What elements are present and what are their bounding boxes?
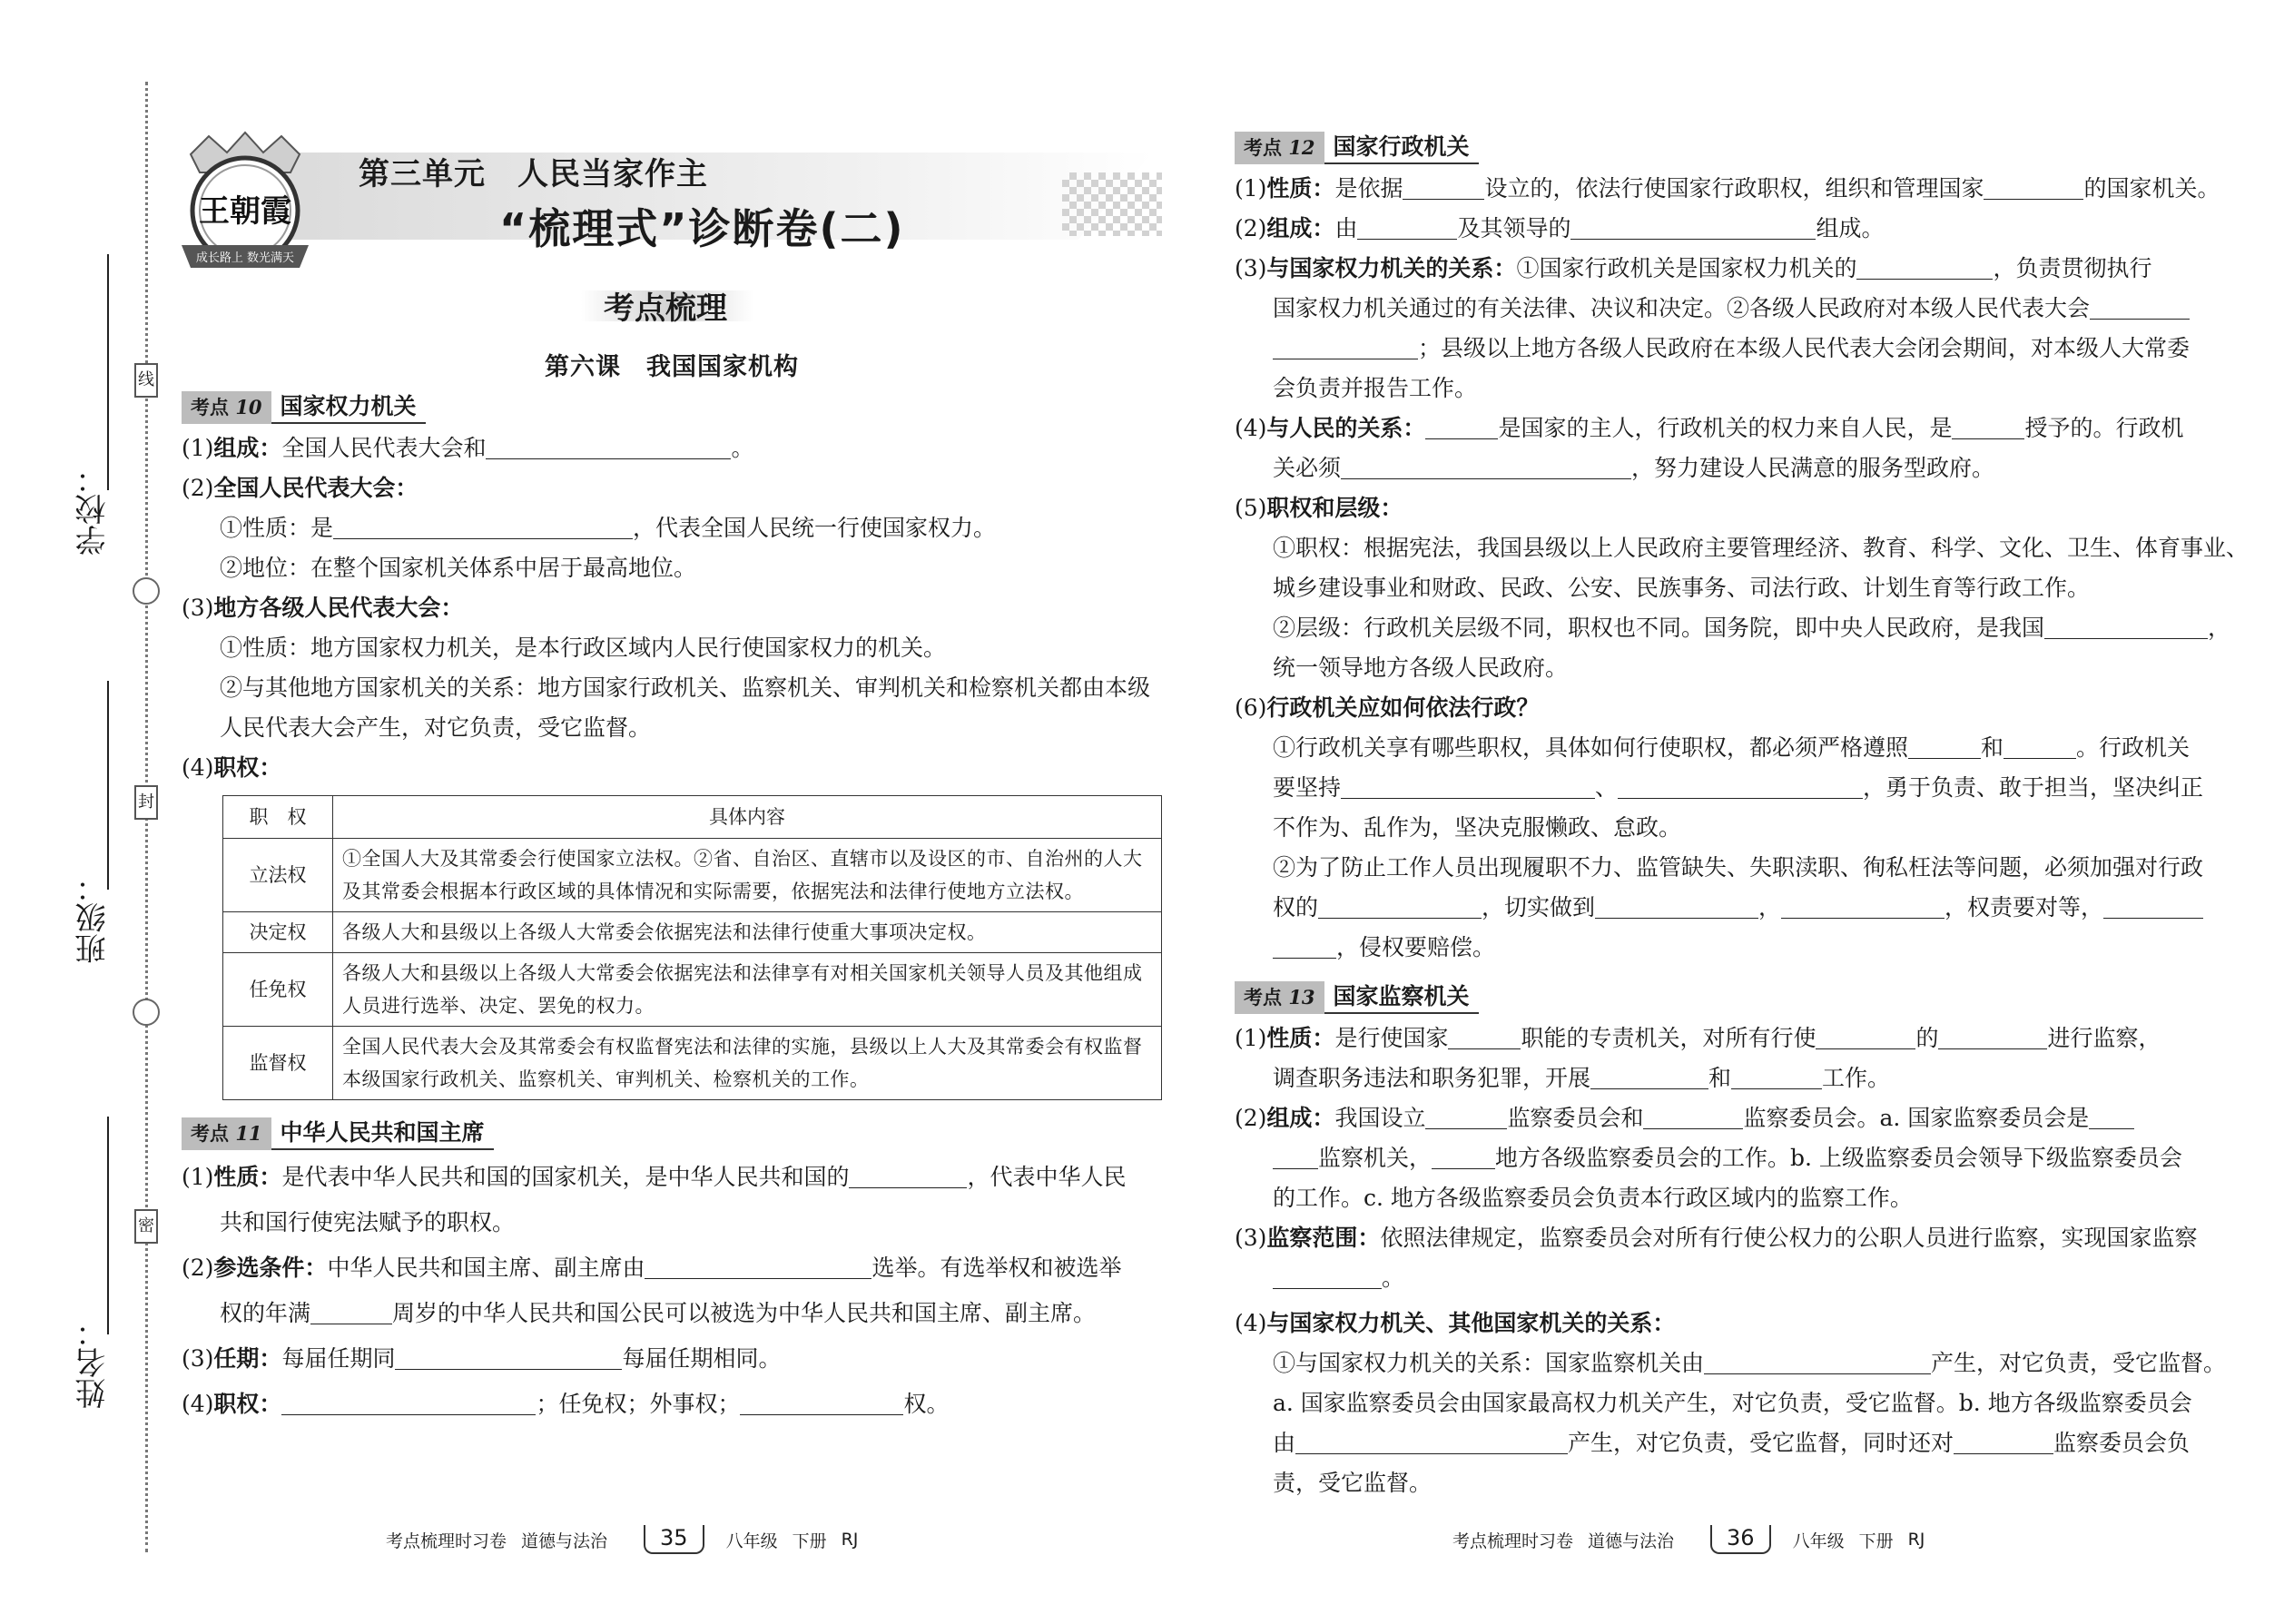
text-line: (4)职权： <box>182 754 282 781</box>
text-line: 统一领导地方各级人民政府。 <box>1273 655 1569 681</box>
kp-name: 中华人民共和国主席 <box>271 1117 494 1150</box>
kp-name: 国家行政机关 <box>1324 132 1479 164</box>
answer-blank[interactable] <box>1856 251 1993 280</box>
kp-name: 国家监察机关 <box>1324 981 1479 1014</box>
cut-mark: 密 <box>134 1209 158 1244</box>
answer-blank[interactable] <box>1425 1101 1507 1129</box>
answer-blank[interactable] <box>1781 891 1944 919</box>
text-line: ①与国家权力机关的关系：国家监察机关由 产生，对它负责，受它监督。 <box>1235 1343 2224 1383</box>
answer-blank[interactable] <box>486 431 731 459</box>
school-label: 学校： <box>75 463 112 556</box>
text-line: (3)与国家权力机关的关系：①国家行政机关是国家权力机关的 ，负责贯彻执行 <box>1235 249 2224 289</box>
kp-tag: 考点 11 <box>182 1117 271 1150</box>
text-line: 权的 ，切实做到 ， ，权责要对等， <box>1235 888 2224 928</box>
text-line: ；县级以上地方各级人民政府在本级人民代表大会闭会期间，对本级人大常委 <box>1235 329 2224 369</box>
text-line: (3)地方各级人民代表大会： <box>182 595 464 621</box>
text-line: (3)任期：每届任期同 每届任期相同。 <box>182 1336 1162 1382</box>
answer-blank[interactable] <box>1403 172 1484 200</box>
kp11-header <box>182 1117 1162 1151</box>
left-column <box>182 385 1162 1427</box>
text-line: 监察机关， 地方各级监察委员会的工作。b. 上级监察委员会领导下级监察委员会 <box>1235 1138 2224 1178</box>
text-line: ①职权：根据宪法，我国县级以上人民政府主要管理经济、教育、科学、文化、卫生、体育事业、 <box>1273 535 2250 561</box>
text-line: (4)与人民的关系： 是国家的主人，行政机关的权力来自人民，是 授予的。行政机 <box>1235 408 2224 448</box>
text-line: a. 国家监察委员会由国家最高权力机关产生，对它负责，受它监督。b. 地方各级监察委员会 <box>1273 1390 2192 1416</box>
text-line: ②为了防止工作人员出现履职不力、监管缺失、失职渎职、徇私枉法等问题，必须加强对行政 <box>1273 854 2204 881</box>
binding-hole <box>133 577 160 605</box>
answer-blank[interactable] <box>1357 212 1457 240</box>
answer-blank[interactable] <box>1341 771 1595 799</box>
answer-blank[interactable] <box>281 1387 536 1415</box>
answer-blank[interactable] <box>1273 1261 1382 1289</box>
answer-blank[interactable] <box>1731 1061 1822 1089</box>
paper-title: “梳理式”诊断卷(二) <box>499 204 905 253</box>
text-line: ②地位：在整个国家机关体系中居于最高地位。 <box>220 555 697 581</box>
logo-brand: 王朝霞 <box>199 193 291 230</box>
answer-blank[interactable] <box>310 1296 392 1324</box>
answer-blank[interactable] <box>2090 291 2190 320</box>
answer-blank[interactable] <box>2103 891 2203 919</box>
answer-blank[interactable] <box>1954 1426 2053 1454</box>
footer-right: 考点梳理时习卷 道德与法治 36 八年级 下册 RJ <box>1452 1525 1939 1554</box>
binding-hole <box>133 999 160 1026</box>
answer-blank[interactable] <box>1273 930 1336 959</box>
answer-blank[interactable] <box>2004 731 2076 759</box>
text-line: (2)参选条件：中华人民共和国主席、副主席由 选举。有选举权和被选举 <box>182 1245 1162 1291</box>
answer-blank[interactable] <box>849 1160 967 1188</box>
answer-blank[interactable] <box>2089 1101 2134 1129</box>
page-number: 35 <box>644 1525 704 1554</box>
kp-tag: 考点 10 <box>182 391 271 424</box>
text-line: 国家权力机关通过的有关法律、决议和决定。②各级人民政府对本级人民代表大会 <box>1235 289 2224 329</box>
answer-blank[interactable] <box>1984 172 2083 200</box>
answer-blank[interactable] <box>1618 771 1863 799</box>
class-label: 班级： <box>75 871 112 964</box>
answer-blank[interactable] <box>1952 411 2024 439</box>
answer-blank[interactable] <box>1908 731 1981 759</box>
class-line <box>107 681 109 890</box>
kp10-header <box>182 390 1162 425</box>
kp12-header <box>1235 131 2224 165</box>
text-line: 调查职务违法和职务犯罪，开展 和 工作。 <box>1235 1058 2224 1098</box>
text-line: ①性质：是 ，代表全国人民统一行使国家权力。 <box>182 508 1162 548</box>
text-line: 要坚持 、 ，勇于负责、敢于担当，坚决纠正 <box>1235 768 2224 808</box>
text-line: 共和国行使宪法赋予的职权。 <box>220 1209 516 1235</box>
text-line: 不作为、乱作为，坚决克服懒政、怠政。 <box>1273 814 1682 841</box>
text-line: 会负责并报告工作。 <box>1273 375 1478 401</box>
text-line: 关必须 ，努力建设人民满意的服务型政府。 <box>1235 448 2224 488</box>
text-line: (1)性质：是代表中华人民共和国的国家机关，是中华人民共和国的 ，代表中华人民 <box>182 1155 1162 1200</box>
text-line: (1)组成：全国人民代表大会和 。 <box>182 428 1162 468</box>
text-line: 由 产生，对它负责，受它监督，同时还对 监察委员会负 <box>1235 1423 2224 1463</box>
kp-name: 国家权力机关 <box>271 391 426 424</box>
answer-blank[interactable] <box>1273 331 1418 359</box>
answer-blank[interactable] <box>1595 891 1758 919</box>
brand-logo <box>163 127 327 281</box>
text-line: (2)全国人民代表大会： <box>182 475 418 501</box>
answer-blank[interactable] <box>2044 611 2208 639</box>
text-line: 的工作。c. 地方各级监察委员会负责本行政区域内的监察工作。 <box>1273 1185 1913 1211</box>
banner-pattern <box>1062 172 1162 236</box>
kp13-header <box>1235 980 2224 1015</box>
table-row: 任免权 各级人大和县级以上各级人大常委会依据宪法和法律享有对相关国家机关领导人员及其他组成人员进行选举、决定、罢免的权力。 <box>223 953 1162 1027</box>
answer-blank[interactable] <box>1341 451 1631 479</box>
text-line: (5)职权和层级： <box>1235 495 1403 521</box>
lesson-title: 第六课 我国国家机构 <box>545 353 799 381</box>
answer-blank[interactable] <box>1643 1101 1743 1129</box>
answer-blank[interactable] <box>740 1387 903 1415</box>
table-header: 具体内容 <box>333 796 1162 839</box>
text-line: (4)与国家权力机关、其他国家机关的关系： <box>1235 1310 1676 1336</box>
text-line: ①性质：地方国家权力机关，是本行政区域内人民行使国家权力的机关。 <box>220 635 947 661</box>
school-line <box>107 254 109 490</box>
cut-mark: 线 <box>134 363 158 398</box>
logo-tagline: 成长路上 数光满天 <box>195 251 295 265</box>
kp-tag: 考点 13 <box>1235 981 1324 1014</box>
answer-blank[interactable] <box>645 1251 871 1279</box>
table-row: 决定权 各级人大和县级以上各级人大常委会依据宪法和法律行使重大事项决定权。 <box>223 912 1162 953</box>
text-line: ②与其他地方国家机关的关系：地方国家行政机关、监察机关、审判机关和检察机关都由本级 <box>220 674 1151 701</box>
text-line: (2)组成：由 及其领导的 组成。 <box>1235 209 2224 249</box>
page-number: 36 <box>1710 1525 1771 1554</box>
answer-blank[interactable] <box>1425 411 1498 439</box>
answer-blank[interactable] <box>1295 1426 1568 1454</box>
text-line: ，侵权要赔偿。 <box>1235 928 2224 968</box>
page-header <box>163 127 1162 281</box>
kp-tag: 考点 12 <box>1235 132 1324 164</box>
binding-margin <box>0 0 172 1624</box>
text-line: 责，受它监督。 <box>1273 1470 1433 1496</box>
answer-blank[interactable] <box>1448 1021 1521 1049</box>
text-line: (4)职权： ；任免权；外事权； 权。 <box>182 1382 1162 1427</box>
text-line: (2)组成：我国设立 监察委员会和 监察委员会。a. 国家监察委员会是 <box>1235 1098 2224 1138</box>
answer-blank[interactable] <box>1570 212 1816 240</box>
answer-blank[interactable] <box>1704 1346 1931 1374</box>
answer-blank[interactable] <box>1318 891 1482 919</box>
name-label: 姓名： <box>75 1316 112 1409</box>
cut-mark: 封 <box>134 785 158 820</box>
text-line: (3)监察范围：依照法律规定，监察委员会对所有行使公权力的公职人员进行监察，实现国家监察 <box>1235 1225 2198 1251</box>
answer-blank[interactable] <box>1273 1141 1318 1169</box>
name-line <box>107 1117 109 1334</box>
answer-blank[interactable] <box>1816 1021 1915 1049</box>
text-line: (1)性质：是行使国家 职能的专责机关，对所有行使 的 进行监察， <box>1235 1019 2224 1058</box>
text-line: 城乡建设事业和财政、民政、公安、民族事务、司法行政、计划生育等行政工作。 <box>1273 575 2091 601</box>
right-column <box>1235 125 2250 1503</box>
table-row: 立法权 ①全国人大及其常委会行使国家立法权。②省、自治区、直辖市以及设区的市、自治州的人大及其常委会根据本行政区域的具体情况和实际需要，依据宪法和法律行使地方立法权。 <box>223 839 1162 912</box>
text-line: 权的年满 周岁的中华人民共和国公民可以被选为中华人民共和国主席、副主席。 <box>182 1291 1162 1336</box>
answer-blank[interactable] <box>1938 1021 2047 1049</box>
text-line: (1)性质：是依据 设立的，依法行使国家行政职权，组织和管理国家 的国家机关。 <box>1235 169 2224 209</box>
text-line: ①行政机关享有哪些职权，具体如何行使职权，都必须严格遵照 和 。行政机关 <box>1235 728 2224 768</box>
section-heading: 考点梳理 <box>604 290 727 327</box>
unit-title: 第三单元 人民当家作主 <box>359 156 708 192</box>
answer-blank[interactable] <box>1590 1061 1708 1089</box>
table-row: 监督权 全国人民代表大会及其常委会有权监督宪法和法律的实施，县级以上人大及其常委会有权监督本级国家行政机关、监察机关、审判机关、检察机关的工作。 <box>223 1027 1162 1100</box>
text-line: (6)行政机关应如何依法行政？ <box>1235 694 1540 721</box>
footer-left: 考点梳理时习卷 道德与法治 35 八年级 下册 RJ <box>386 1525 872 1554</box>
answer-blank[interactable] <box>1432 1141 1495 1169</box>
table-header: 职 权 <box>223 796 333 839</box>
text-line: 人民代表大会产生，对它负责，受它监督。 <box>220 714 652 741</box>
text-line: 。 <box>1235 1258 2224 1298</box>
text-line: ②层级：行政机关层级不同，职权也不同。国务院，即中央人民政府，是我国 ， <box>1235 608 2224 648</box>
answer-blank[interactable] <box>333 511 633 539</box>
answer-blank[interactable] <box>395 1342 622 1370</box>
powers-table <box>222 795 1162 1100</box>
